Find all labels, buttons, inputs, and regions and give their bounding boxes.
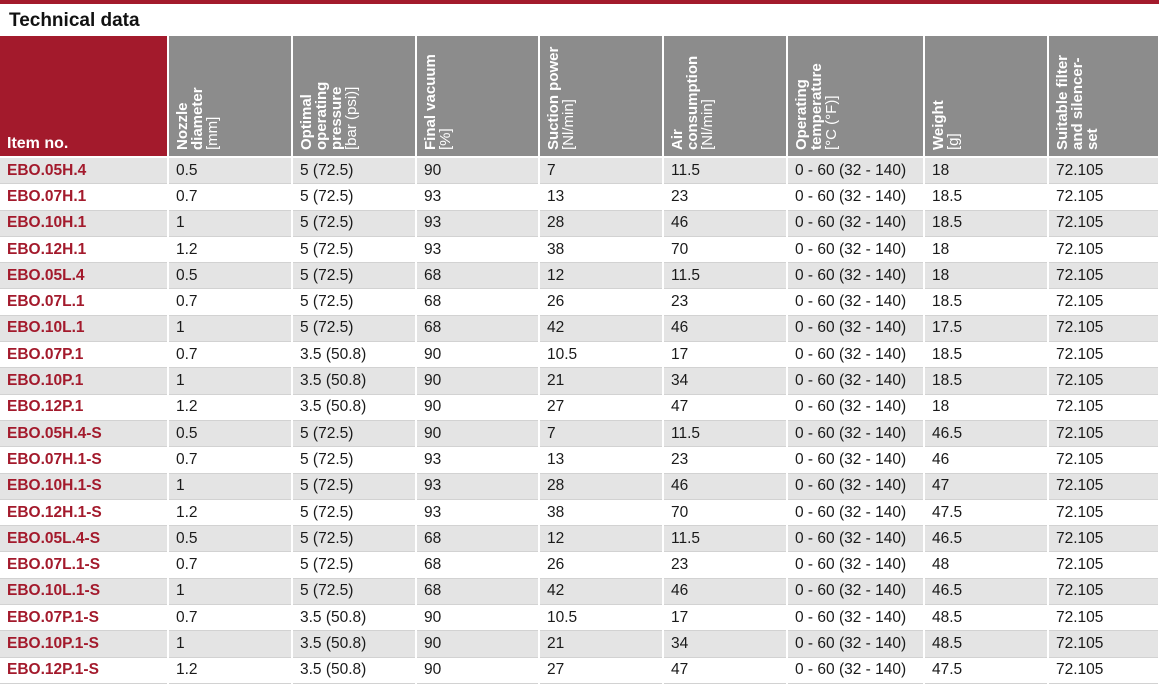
suction-power-cell: 26: [539, 289, 663, 315]
item-no-cell: EBO.07L.1: [0, 289, 168, 315]
table-row: [0, 236, 1159, 262]
final-vacuum-cell: 93: [416, 184, 539, 210]
filter-set-cell: 72.105: [1048, 289, 1159, 315]
column-header-unit: [Nl/min]: [699, 99, 716, 150]
final-vacuum-cell: 93: [416, 473, 539, 499]
air-consumption-cell: 23: [663, 289, 787, 315]
suction-power-cell: 42: [539, 578, 663, 604]
weight-cell: 18.5: [924, 289, 1048, 315]
temperature-cell: 0 - 60 (32 - 140): [787, 552, 924, 578]
filter-set-cell: 72.105: [1048, 394, 1159, 420]
column-header-operating-temperature: [787, 36, 924, 157]
pressure-cell: 5 (72.5): [292, 526, 416, 552]
air-consumption-cell: 70: [663, 236, 787, 262]
column-header-unit: [bar (psi)]: [343, 86, 360, 150]
suction-power-cell: 13: [539, 447, 663, 473]
column-header-label: Air consumption: [669, 55, 701, 150]
weight-cell: 47.5: [924, 499, 1048, 525]
pressure-cell: 5 (72.5): [292, 447, 416, 473]
table-row: [0, 657, 1159, 683]
pressure-cell: 5 (72.5): [292, 184, 416, 210]
column-header-label: Nozzle diameter: [174, 87, 206, 150]
pressure-cell: 3.5 (50.8): [292, 394, 416, 420]
column-header-filter-silencer-set: [1048, 36, 1159, 157]
filter-set-cell: 72.105: [1048, 184, 1159, 210]
item-no-cell: EBO.07P.1: [0, 342, 168, 368]
air-consumption-cell: 11.5: [663, 420, 787, 446]
air-consumption-cell: 46: [663, 578, 787, 604]
table-row: [0, 605, 1159, 631]
final-vacuum-cell: 93: [416, 499, 539, 525]
filter-set-cell: 72.105: [1048, 368, 1159, 394]
air-consumption-cell: 17: [663, 342, 787, 368]
temperature-cell: 0 - 60 (32 - 140): [787, 210, 924, 236]
temperature-cell: 0 - 60 (32 - 140): [787, 473, 924, 499]
table-row: [0, 526, 1159, 552]
column-header-weight: [924, 36, 1048, 157]
temperature-cell: 0 - 60 (32 - 140): [787, 394, 924, 420]
suction-power-cell: 38: [539, 499, 663, 525]
final-vacuum-cell: 90: [416, 394, 539, 420]
suction-power-cell: 12: [539, 526, 663, 552]
column-header-label: Operating temperature: [793, 63, 825, 150]
air-consumption-cell: 23: [663, 184, 787, 210]
table-row: [0, 368, 1159, 394]
air-consumption-cell: 23: [663, 447, 787, 473]
nozzle-diameter-cell: 1.2: [168, 499, 292, 525]
item-no-cell: EBO.12P.1: [0, 394, 168, 420]
weight-cell: 17.5: [924, 315, 1048, 341]
final-vacuum-cell: 68: [416, 263, 539, 289]
air-consumption-cell: 23: [663, 552, 787, 578]
suction-power-cell: 26: [539, 552, 663, 578]
pressure-cell: 3.5 (50.8): [292, 605, 416, 631]
temperature-cell: 0 - 60 (32 - 140): [787, 289, 924, 315]
weight-cell: 48.5: [924, 631, 1048, 657]
air-consumption-cell: 46: [663, 315, 787, 341]
nozzle-diameter-cell: 0.5: [168, 157, 292, 184]
temperature-cell: 0 - 60 (32 - 140): [787, 499, 924, 525]
table-row: [0, 420, 1159, 446]
nozzle-diameter-cell: 0.7: [168, 552, 292, 578]
air-consumption-cell: 11.5: [663, 263, 787, 289]
temperature-cell: 0 - 60 (32 - 140): [787, 184, 924, 210]
weight-cell: 18: [924, 394, 1048, 420]
nozzle-diameter-cell: 0.7: [168, 342, 292, 368]
weight-cell: 48: [924, 552, 1048, 578]
filter-set-cell: 72.105: [1048, 157, 1159, 184]
filter-set-cell: 72.105: [1048, 263, 1159, 289]
filter-set-cell: 72.105: [1048, 210, 1159, 236]
table-row: [0, 473, 1159, 499]
header-row: [0, 36, 1159, 157]
weight-cell: 18: [924, 263, 1048, 289]
pressure-cell: 5 (72.5): [292, 420, 416, 446]
pressure-cell: 5 (72.5): [292, 210, 416, 236]
final-vacuum-cell: 68: [416, 578, 539, 604]
air-consumption-cell: 17: [663, 605, 787, 631]
final-vacuum-cell: 90: [416, 605, 539, 631]
item-no-cell: EBO.10H.1: [0, 210, 168, 236]
weight-cell: 18.5: [924, 210, 1048, 236]
table-row: [0, 315, 1159, 341]
suction-power-cell: 21: [539, 368, 663, 394]
column-header-label: Suction power: [545, 46, 562, 150]
weight-cell: 46: [924, 447, 1048, 473]
temperature-cell: 0 - 60 (32 - 140): [787, 263, 924, 289]
nozzle-diameter-cell: 1.2: [168, 394, 292, 420]
column-header-label: Final vacuum: [422, 54, 439, 150]
nozzle-diameter-cell: 1.2: [168, 657, 292, 683]
weight-cell: 18: [924, 236, 1048, 262]
column-header-label: Item no.: [7, 135, 69, 152]
temperature-cell: 0 - 60 (32 - 140): [787, 342, 924, 368]
column-header-unit: [Nl/min]: [560, 99, 577, 150]
final-vacuum-cell: 90: [416, 368, 539, 394]
final-vacuum-cell: 68: [416, 315, 539, 341]
column-header-air-consumption: [663, 36, 787, 157]
column-header-operating-pressure: [292, 36, 416, 157]
temperature-cell: 0 - 60 (32 - 140): [787, 578, 924, 604]
air-consumption-cell: 11.5: [663, 157, 787, 184]
air-consumption-cell: 47: [663, 657, 787, 683]
filter-set-cell: 72.105: [1048, 578, 1159, 604]
filter-set-cell: 72.105: [1048, 605, 1159, 631]
column-header-suction-power: [539, 36, 663, 157]
suction-power-cell: 28: [539, 473, 663, 499]
nozzle-diameter-cell: 0.5: [168, 420, 292, 446]
pressure-cell: 5 (72.5): [292, 578, 416, 604]
final-vacuum-cell: 68: [416, 552, 539, 578]
item-no-cell: EBO.07H.1: [0, 184, 168, 210]
nozzle-diameter-cell: 1: [168, 210, 292, 236]
suction-power-cell: 21: [539, 631, 663, 657]
filter-set-cell: 72.105: [1048, 526, 1159, 552]
item-no-cell: EBO.10H.1-S: [0, 473, 168, 499]
air-consumption-cell: 47: [663, 394, 787, 420]
suction-power-cell: 42: [539, 315, 663, 341]
table-row: [0, 631, 1159, 657]
air-consumption-cell: 46: [663, 473, 787, 499]
technical-data-table: [0, 36, 1159, 684]
final-vacuum-cell: 90: [416, 342, 539, 368]
column-header-label: Optimal operating pressure: [298, 81, 345, 150]
suction-power-cell: 27: [539, 657, 663, 683]
table-row: [0, 394, 1159, 420]
suction-power-cell: 7: [539, 157, 663, 184]
temperature-cell: 0 - 60 (32 - 140): [787, 631, 924, 657]
weight-cell: 48.5: [924, 605, 1048, 631]
suction-power-cell: 12: [539, 263, 663, 289]
item-no-cell: EBO.12P.1-S: [0, 657, 168, 683]
table-body: [0, 157, 1159, 683]
item-no-cell: EBO.10L.1-S: [0, 578, 168, 604]
final-vacuum-cell: 93: [416, 210, 539, 236]
air-consumption-cell: 70: [663, 499, 787, 525]
pressure-cell: 5 (72.5): [292, 263, 416, 289]
filter-set-cell: 72.105: [1048, 552, 1159, 578]
weight-cell: 46.5: [924, 420, 1048, 446]
weight-cell: 18.5: [924, 368, 1048, 394]
column-header-label: Weight: [930, 100, 947, 150]
pressure-cell: 5 (72.5): [292, 236, 416, 262]
column-header-label: Suitable filter and silencer-set: [1054, 54, 1101, 150]
pressure-cell: 5 (72.5): [292, 289, 416, 315]
suction-power-cell: 38: [539, 236, 663, 262]
item-no-cell: EBO.05L.4-S: [0, 526, 168, 552]
section-title: Technical data: [9, 10, 140, 31]
air-consumption-cell: 34: [663, 368, 787, 394]
column-header-unit: [°C (°F)]: [823, 95, 840, 150]
item-no-cell: EBO.05L.4: [0, 263, 168, 289]
item-no-cell: EBO.10L.1: [0, 315, 168, 341]
weight-cell: 18: [924, 157, 1048, 184]
filter-set-cell: 72.105: [1048, 342, 1159, 368]
column-header-nozzle-diameter: [168, 36, 292, 157]
final-vacuum-cell: 68: [416, 526, 539, 552]
temperature-cell: 0 - 60 (32 - 140): [787, 447, 924, 473]
item-no-cell: EBO.05H.4: [0, 157, 168, 184]
table-row: [0, 289, 1159, 315]
filter-set-cell: 72.105: [1048, 473, 1159, 499]
top-accent-line: [0, 0, 1159, 4]
filter-set-cell: 72.105: [1048, 447, 1159, 473]
suction-power-cell: 28: [539, 210, 663, 236]
pressure-cell: 3.5 (50.8): [292, 368, 416, 394]
final-vacuum-cell: 90: [416, 420, 539, 446]
nozzle-diameter-cell: 1: [168, 578, 292, 604]
item-no-cell: EBO.12H.1-S: [0, 499, 168, 525]
nozzle-diameter-cell: 1: [168, 473, 292, 499]
filter-set-cell: 72.105: [1048, 315, 1159, 341]
weight-cell: 47: [924, 473, 1048, 499]
pressure-cell: 5 (72.5): [292, 552, 416, 578]
final-vacuum-cell: 90: [416, 657, 539, 683]
suction-power-cell: 10.5: [539, 342, 663, 368]
table-row: [0, 263, 1159, 289]
nozzle-diameter-cell: 0.7: [168, 605, 292, 631]
table-row: [0, 157, 1159, 184]
nozzle-diameter-cell: 1.2: [168, 236, 292, 262]
nozzle-diameter-cell: 0.5: [168, 526, 292, 552]
temperature-cell: 0 - 60 (32 - 140): [787, 368, 924, 394]
air-consumption-cell: 46: [663, 210, 787, 236]
temperature-cell: 0 - 60 (32 - 140): [787, 526, 924, 552]
final-vacuum-cell: 90: [416, 157, 539, 184]
temperature-cell: 0 - 60 (32 - 140): [787, 157, 924, 184]
item-no-cell: EBO.07H.1-S: [0, 447, 168, 473]
item-no-cell: EBO.10P.1-S: [0, 631, 168, 657]
nozzle-diameter-cell: 0.7: [168, 184, 292, 210]
suction-power-cell: 13: [539, 184, 663, 210]
air-consumption-cell: 34: [663, 631, 787, 657]
item-no-cell: EBO.07P.1-S: [0, 605, 168, 631]
filter-set-cell: 72.105: [1048, 499, 1159, 525]
pressure-cell: 3.5 (50.8): [292, 631, 416, 657]
suction-power-cell: 7: [539, 420, 663, 446]
pressure-cell: 3.5 (50.8): [292, 657, 416, 683]
final-vacuum-cell: 93: [416, 236, 539, 262]
column-header-final-vacuum: [416, 36, 539, 157]
table-row: [0, 447, 1159, 473]
temperature-cell: 0 - 60 (32 - 140): [787, 657, 924, 683]
column-header-unit: [mm]: [204, 116, 221, 150]
filter-set-cell: 72.105: [1048, 631, 1159, 657]
temperature-cell: 0 - 60 (32 - 140): [787, 236, 924, 262]
air-consumption-cell: 11.5: [663, 526, 787, 552]
pressure-cell: 5 (72.5): [292, 473, 416, 499]
weight-cell: 47.5: [924, 657, 1048, 683]
pressure-cell: 5 (72.5): [292, 157, 416, 184]
weight-cell: 46.5: [924, 526, 1048, 552]
temperature-cell: 0 - 60 (32 - 140): [787, 315, 924, 341]
final-vacuum-cell: 93: [416, 447, 539, 473]
nozzle-diameter-cell: 0.5: [168, 263, 292, 289]
table-row: [0, 184, 1159, 210]
table-row: [0, 578, 1159, 604]
table-row: [0, 342, 1159, 368]
filter-set-cell: 72.105: [1048, 236, 1159, 262]
final-vacuum-cell: 68: [416, 289, 539, 315]
suction-power-cell: 27: [539, 394, 663, 420]
nozzle-diameter-cell: 1: [168, 368, 292, 394]
column-header-item-no: [0, 36, 168, 157]
item-no-cell: EBO.12H.1: [0, 236, 168, 262]
table-row: [0, 552, 1159, 578]
item-no-cell: EBO.07L.1-S: [0, 552, 168, 578]
nozzle-diameter-cell: 1: [168, 315, 292, 341]
pressure-cell: 5 (72.5): [292, 499, 416, 525]
filter-set-cell: 72.105: [1048, 657, 1159, 683]
nozzle-diameter-cell: 1: [168, 631, 292, 657]
weight-cell: 46.5: [924, 578, 1048, 604]
temperature-cell: 0 - 60 (32 - 140): [787, 605, 924, 631]
weight-cell: 18.5: [924, 184, 1048, 210]
final-vacuum-cell: 90: [416, 631, 539, 657]
column-header-unit: [g]: [945, 133, 962, 150]
weight-cell: 18.5: [924, 342, 1048, 368]
temperature-cell: 0 - 60 (32 - 140): [787, 420, 924, 446]
table-row: [0, 210, 1159, 236]
suction-power-cell: 10.5: [539, 605, 663, 631]
column-header-unit: [%]: [437, 128, 454, 150]
nozzle-diameter-cell: 0.7: [168, 289, 292, 315]
item-no-cell: EBO.10P.1: [0, 368, 168, 394]
pressure-cell: 5 (72.5): [292, 315, 416, 341]
pressure-cell: 3.5 (50.8): [292, 342, 416, 368]
nozzle-diameter-cell: 0.7: [168, 447, 292, 473]
table-row: [0, 499, 1159, 525]
filter-set-cell: 72.105: [1048, 420, 1159, 446]
item-no-cell: EBO.05H.4-S: [0, 420, 168, 446]
